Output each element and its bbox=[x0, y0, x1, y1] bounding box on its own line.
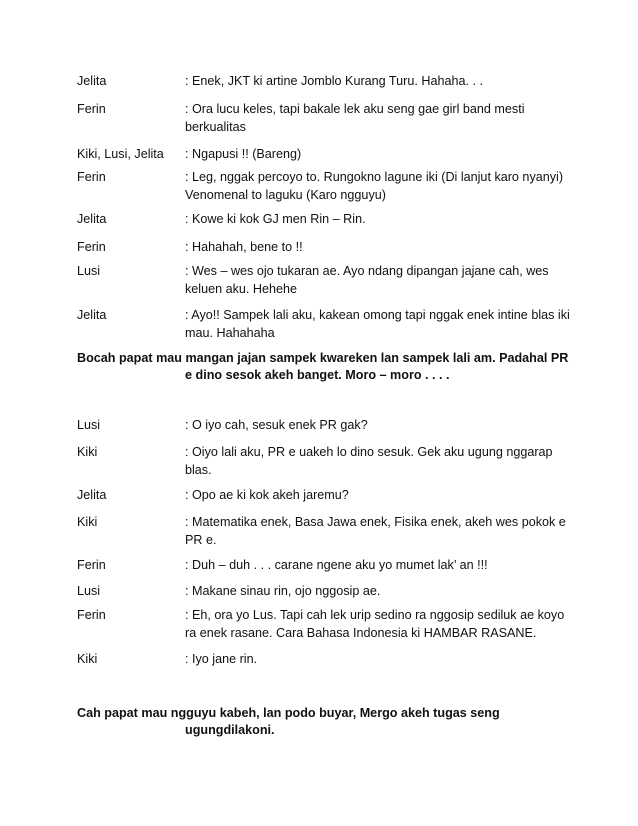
speech-text: : Enek, JKT ki artine Jomblo Kurang Turu. Hahaha. . . bbox=[185, 74, 483, 88]
speech-text: : Ora lucu keles, tapi bakale lek aku seng gae girl band mesti berkualitas bbox=[185, 102, 525, 134]
speaker-name: Ferin bbox=[77, 240, 106, 254]
speaker-name: Lusi bbox=[77, 584, 101, 598]
narration-line: e dino sesok akeh banget. Moro – moro . . . . bbox=[185, 368, 450, 382]
speech-text: : Oiyo lali aku, PR e uakeh lo dino sesuk. Gek aku ugung nggarap blas. bbox=[185, 445, 553, 477]
speech-text: : Duh – duh . . . carane ngene aku yo mumet lak’ an !!! bbox=[185, 558, 488, 572]
speaker-name: Jelita bbox=[77, 488, 107, 502]
speaker-name: Ferin bbox=[77, 102, 106, 116]
speaker-name: Lusi bbox=[77, 418, 101, 432]
speaker-name: Ferin bbox=[77, 558, 106, 572]
speech-text: : Opo ae ki kok akeh jaremu? bbox=[185, 488, 349, 502]
speech-text: : O iyo cah, sesuk enek PR gak? bbox=[185, 418, 368, 432]
narration-line: Bocah papat mau mangan jajan sampek kwareken lan sampek lali am. Padahal PR bbox=[77, 351, 569, 365]
speech-text: : Wes – wes ojo tukaran ae. Ayo ndang dipangan jajane cah, wes keluen aku. Hehehe bbox=[185, 264, 549, 296]
speech-text: : Iyo jane rin. bbox=[185, 652, 258, 666]
speech-text: : Eh, ora yo Lus. Tapi cah lek urip sedino ra nggosip sediluk ae koyo ra enek rasane. Cara Bahasa Indonesia ki HAMBAR RASANE. bbox=[185, 608, 565, 640]
speech-text: : Kowe ki kok GJ men Rin – Rin. bbox=[185, 212, 366, 226]
speaker-name: Lusi bbox=[77, 264, 101, 278]
narration-block bbox=[77, 705, 572, 739]
speaker-name: Jelita bbox=[77, 212, 107, 226]
narration-block bbox=[77, 350, 572, 384]
speech-text: : Leg, nggak percoyo to. Rungokno lagune iki (Di lanjut karo nyanyi) Venomenal to laguku (Karo ngguyu) bbox=[185, 170, 564, 202]
speaker-name: Kiki bbox=[77, 652, 98, 666]
speech-text: : Ayo!! Sampek lali aku, kakean omong tapi nggak enek intine blas iki mau. Hahahaha bbox=[185, 308, 570, 340]
speech-text: : Makane sinau rin, ojo nggosip ae. bbox=[185, 584, 381, 598]
speaker-name: Kiki bbox=[77, 445, 98, 459]
speaker-name: Ferin bbox=[77, 608, 106, 622]
narration-line: ugungdilakoni. bbox=[185, 723, 275, 737]
speech-text: : Hahahah, bene to !! bbox=[185, 240, 303, 254]
speaker-name: Jelita bbox=[77, 308, 107, 322]
speaker-name: Kiki bbox=[77, 515, 98, 529]
speaker-name: Kiki, Lusi, Jelita bbox=[77, 147, 164, 161]
speaker-name: Ferin bbox=[77, 170, 106, 184]
speaker-name: Jelita bbox=[77, 74, 107, 88]
speech-text: : Matematika enek, Basa Jawa enek, Fisika enek, akeh wes pokok e PR e. bbox=[185, 515, 566, 547]
narration-line: Cah papat mau ngguyu kabeh, lan podo buyar, Mergo akeh tugas seng bbox=[77, 706, 500, 720]
speech-text: : Ngapusi !! (Bareng) bbox=[185, 147, 302, 161]
